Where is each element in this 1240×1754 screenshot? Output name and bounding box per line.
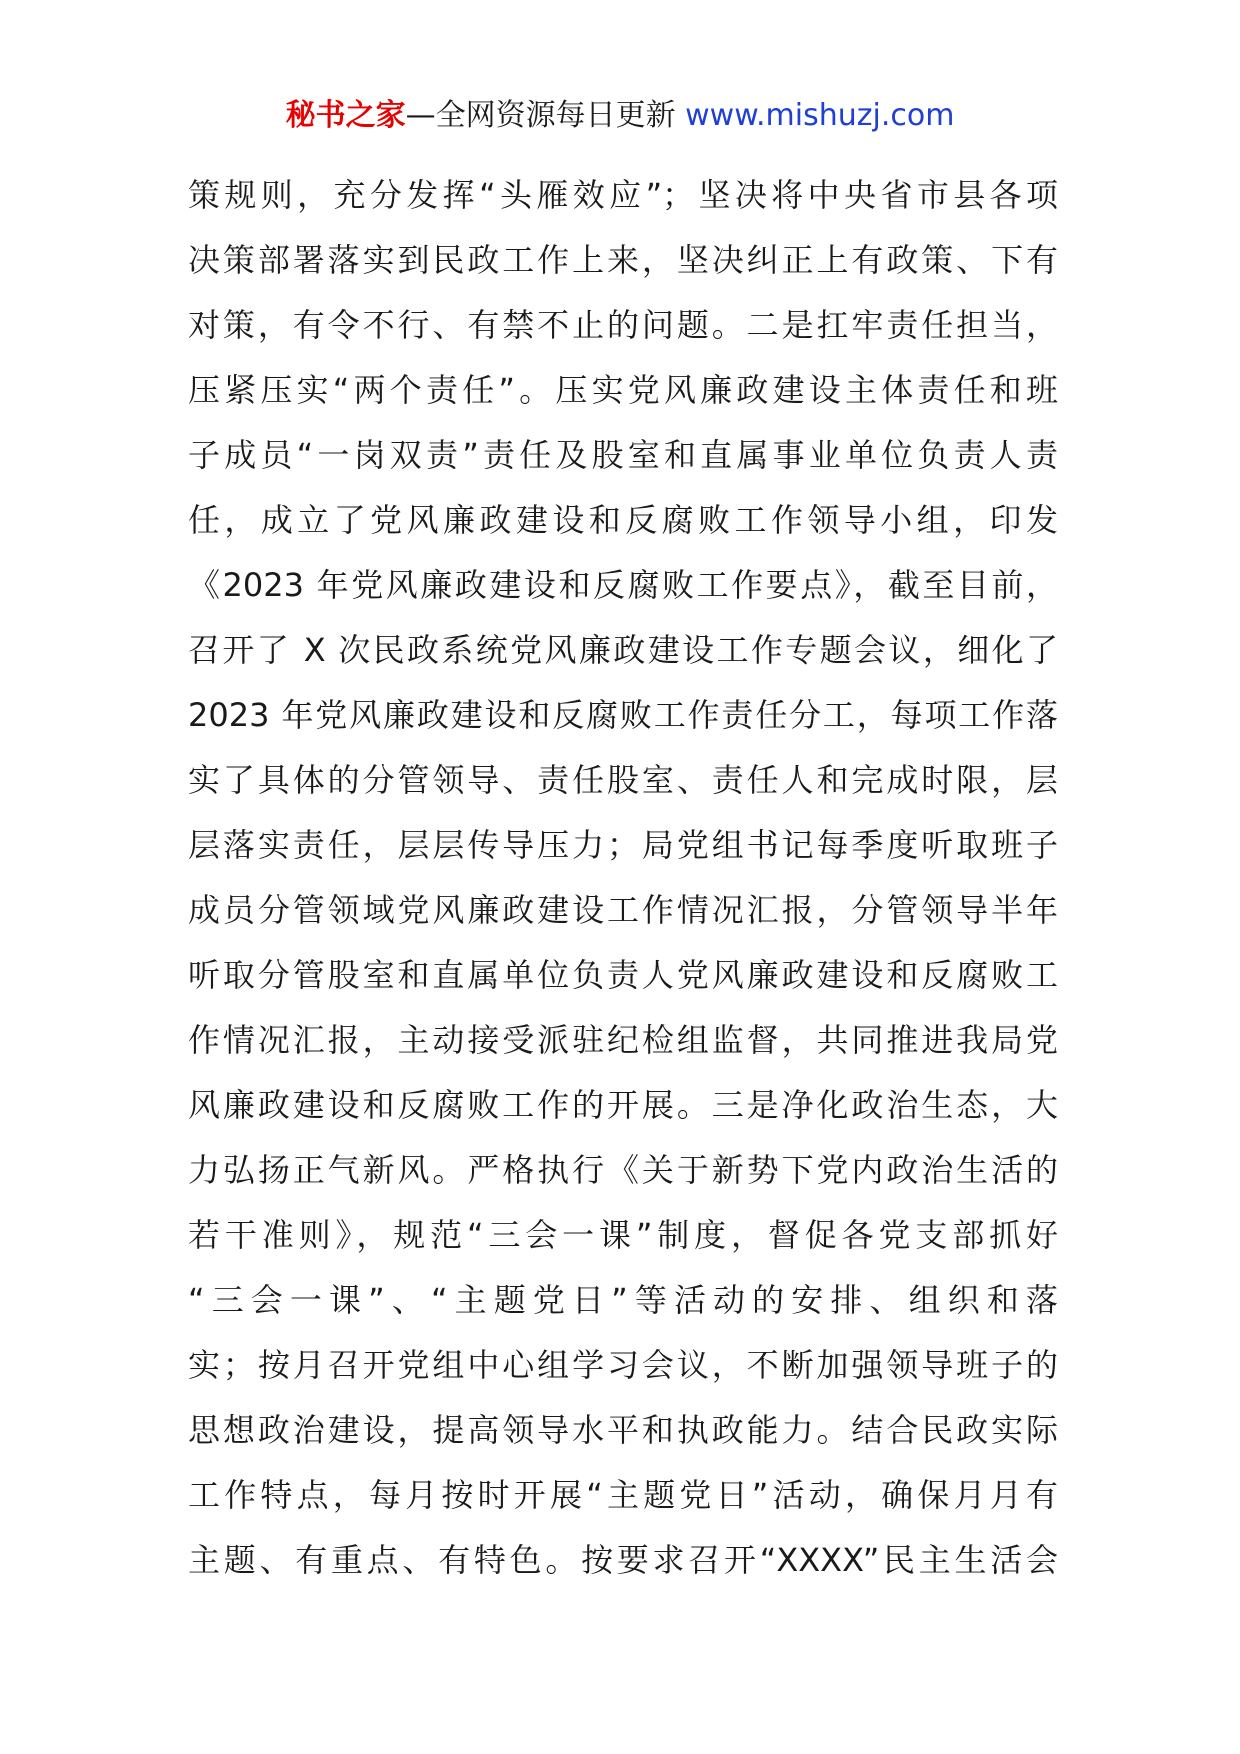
header-tagline: —全网资源每日更新 bbox=[405, 98, 676, 133]
body-line: 若干准则》，规范“三会一课”制度，督促各党支部抓好 bbox=[188, 1216, 1058, 1254]
body-line: 主题、有重点、有特色。按要求召开“XXXX”民主生活会 bbox=[188, 1541, 1058, 1579]
body-line: 《2023 年党风廉政建设和反腐败工作要点》，截至目前， bbox=[188, 566, 1058, 604]
body-line: 力弘扬正气新风。严格执行《关于新势下党内政治生活的 bbox=[188, 1151, 1058, 1189]
body-line: 成员分管领域党风廉政建设工作情况汇报，分管领导半年 bbox=[188, 891, 1058, 929]
body-line: 对策，有令不行、有禁不止的问题。二是扛牢责任担当， bbox=[188, 306, 1058, 344]
body-line: “三会一课”、“主题党日”等活动的安排、组织和落 bbox=[188, 1281, 1058, 1319]
body-line: 听取分管股室和直属单位负责人党风廉政建设和反腐败工 bbox=[188, 956, 1058, 994]
site-url[interactable]: www.mishuzj.com bbox=[685, 98, 955, 133]
body-line: 任，成立了党风廉政建设和反腐败工作领导小组，印发 bbox=[188, 501, 1058, 539]
body-line: 策规则，充分发挥“头雁效应”；坚决将中央省市县各项 bbox=[188, 176, 1058, 214]
body-line: 风廉政建设和反腐败工作的开展。三是净化政治生态，大 bbox=[188, 1086, 1058, 1124]
body-line: 层落实责任，层层传导压力；局党组书记每季度听取班子 bbox=[188, 826, 1058, 864]
document-body bbox=[188, 163, 1058, 1593]
body-line: 召开了 X 次民政系统党风廉政建设工作专题会议，细化了 bbox=[188, 631, 1058, 669]
site-header bbox=[0, 96, 1240, 136]
body-line: 决策部署落实到民政工作上来，坚决纠正上有政策、下有 bbox=[188, 241, 1058, 279]
body-line: 实；按月召开党组中心组学习会议，不断加强领导班子的 bbox=[188, 1346, 1058, 1384]
body-line: 压紧压实“两个责任”。压实党风廉政建设主体责任和班 bbox=[188, 371, 1058, 409]
body-line: 思想政治建设，提高领导水平和执政能力。结合民政实际 bbox=[188, 1411, 1058, 1449]
body-line: 作情况汇报，主动接受派驻纪检组监督，共同推进我局党 bbox=[188, 1021, 1058, 1059]
brand-name: 秘书之家 bbox=[285, 98, 406, 133]
body-line: 2023 年党风廉政建设和反腐败工作责任分工，每项工作落 bbox=[188, 696, 1058, 734]
body-line: 实了具体的分管领导、责任股室、责任人和完成时限，层 bbox=[188, 761, 1058, 799]
body-line: 子成员“一岗双责”责任及股室和直属事业单位负责人责 bbox=[188, 436, 1058, 474]
body-line: 工作特点，每月按时开展“主题党日”活动，确保月月有 bbox=[188, 1476, 1058, 1514]
